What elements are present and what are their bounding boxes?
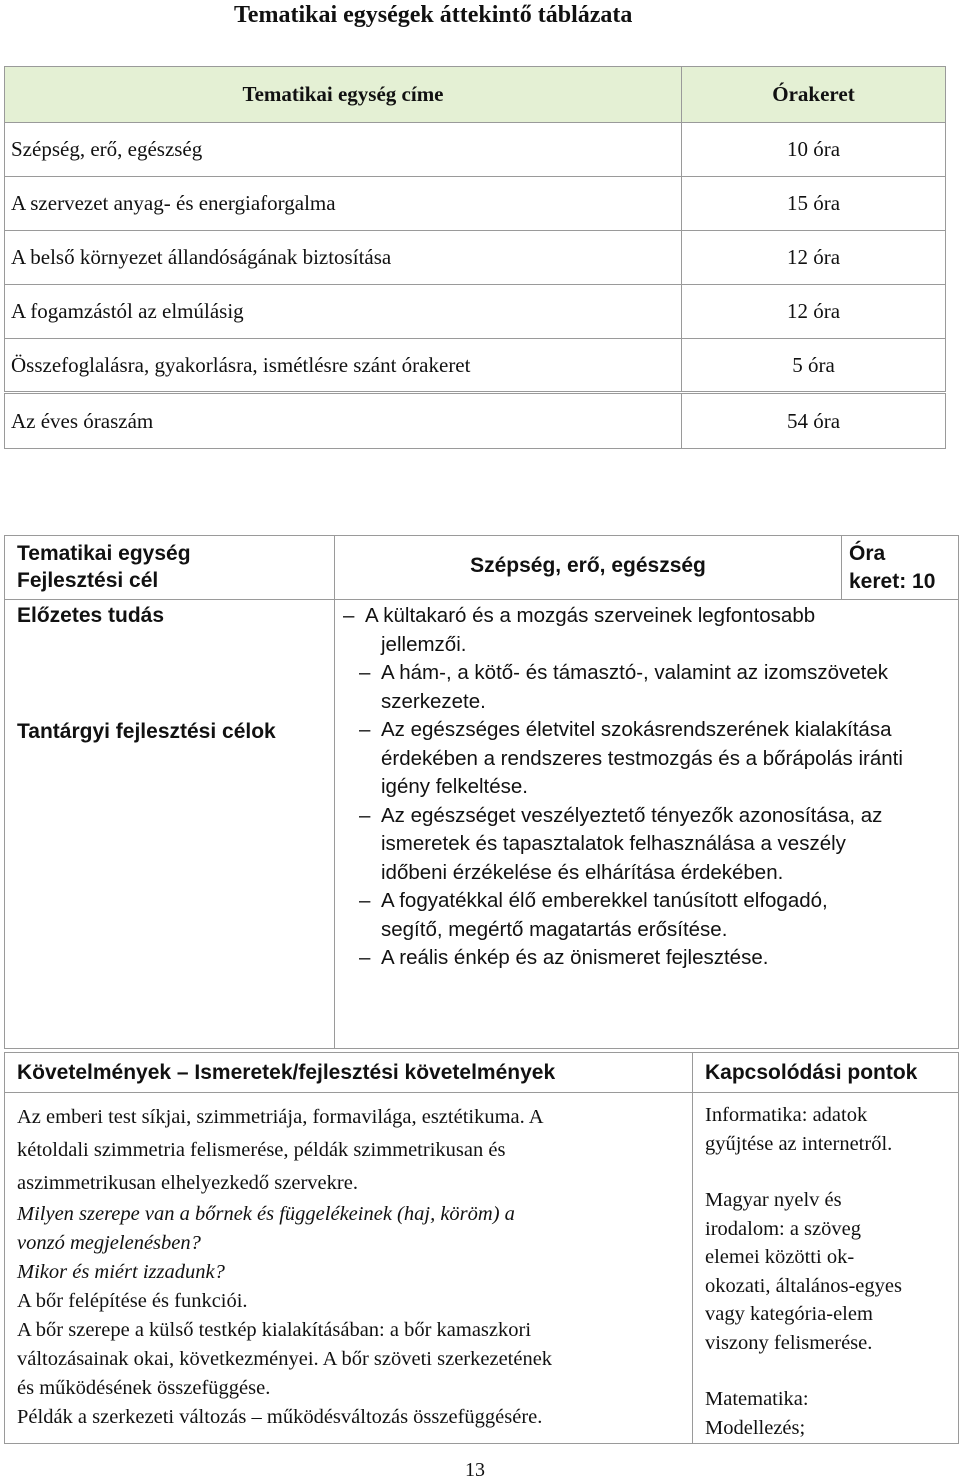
connection-line: Informatika: adatok bbox=[705, 1104, 868, 1126]
table-row bbox=[5, 177, 946, 231]
hours-divider bbox=[841, 536, 842, 599]
list-item bbox=[343, 716, 955, 802]
dash-bullet: – bbox=[359, 803, 371, 827]
unit-hours-cell: 12 óra bbox=[682, 231, 946, 285]
hour-frame bbox=[849, 540, 935, 596]
overview-table bbox=[4, 66, 946, 449]
page-number: 13 bbox=[465, 1459, 485, 1481]
row-divider bbox=[5, 1092, 958, 1093]
connection-item bbox=[705, 1101, 955, 1158]
unit-name-cell: Szépség, erő, egészség bbox=[5, 123, 682, 177]
connection-line: Matematika: bbox=[705, 1388, 809, 1410]
unit-name-cell: A belső környezet állandóságának biztosítása bbox=[5, 231, 682, 285]
overview-col-title: Tematikai egység címe bbox=[5, 67, 682, 123]
connection-line: vagy kategória-elem bbox=[705, 1303, 873, 1325]
connection-line: viszony felismerése. bbox=[705, 1331, 873, 1354]
requirement-line: kétoldali szimmetria felismerése, példák szimmetrikusan és bbox=[17, 1139, 506, 1161]
column-divider bbox=[692, 1053, 693, 1443]
total-label: Az éves óraszám bbox=[5, 393, 682, 449]
unit-name-cell: A fogamzástól az elmúlásig bbox=[5, 285, 682, 339]
goal-line: szerkezete. bbox=[381, 689, 486, 713]
connection-line: Modellezés; bbox=[705, 1416, 806, 1439]
dash-bullet: – bbox=[359, 661, 371, 684]
goal-line: érdekében a rendszeres testmozgás és a bőrápolás iránti bbox=[381, 746, 903, 770]
requirement-line: A bőr szerepe a külső testkép kialakításában: a bőr kamaszkori bbox=[17, 1319, 532, 1341]
table-row bbox=[5, 231, 946, 285]
total-hours: 54 óra bbox=[682, 393, 946, 449]
connection-line: irodalom: a szöveg bbox=[705, 1217, 861, 1240]
requirements-table bbox=[4, 1052, 959, 1444]
requirement-line: aszimmetrikusan elhelyezkedő szervekre. bbox=[17, 1172, 358, 1194]
goal-line: A reális énkép és az önismeret fejlesztése. bbox=[381, 946, 769, 969]
column-divider bbox=[334, 536, 335, 1048]
requirement-question-line: vonzó megjelenésben? bbox=[17, 1232, 201, 1254]
table-row bbox=[5, 339, 946, 393]
prior-line: jellemzői. bbox=[381, 632, 467, 656]
requirement-line: és működésének összefüggése. bbox=[17, 1377, 271, 1399]
label-prior-knowledge: Előzetes tudás bbox=[17, 604, 165, 627]
requirement-line: változásainak okai, következményei. A bőr szöveti szerkezetének bbox=[17, 1348, 553, 1370]
goal-line: segítő, megértő magatartás erősítése. bbox=[381, 917, 728, 941]
list-item bbox=[343, 802, 955, 888]
unit-title: Szépség, erő, egészség bbox=[470, 554, 706, 577]
requirement-line: A bőr felépítése és funkciói. bbox=[17, 1290, 248, 1312]
connections-header: Kapcsolódási pontok bbox=[705, 1061, 918, 1084]
requirements-header: Követelmények – Ismeretek/fejlesztési követelmények bbox=[17, 1061, 556, 1084]
connection-line: okozati, általános-egyes bbox=[705, 1274, 902, 1297]
goals-list bbox=[343, 602, 955, 973]
requirement-line: Példák a szerkezeti változás – működésváltozás összefüggésére. bbox=[17, 1406, 543, 1428]
connections-content bbox=[705, 1101, 955, 1470]
label-thematic-unit: Tematikai egység bbox=[17, 542, 191, 565]
connection-line: gyűjtése az internetről. bbox=[705, 1132, 893, 1155]
table-row bbox=[5, 285, 946, 339]
dash-bullet: – bbox=[359, 946, 371, 969]
requirement-question-line: Milyen szerepe van a bőrnek és függelékeinek (haj, köröm) a bbox=[17, 1203, 515, 1225]
unit-hours-cell: 5 óra bbox=[682, 339, 946, 393]
hour-frame-label: Óra bbox=[849, 542, 886, 565]
total-row bbox=[5, 393, 946, 449]
requirements-content bbox=[17, 1101, 687, 1432]
table-row bbox=[5, 123, 946, 177]
list-item bbox=[343, 944, 955, 973]
goal-line: Az egészséget veszélyeztető tényezők azonosítása, az bbox=[381, 803, 883, 827]
goal-line: igény felkeltése. bbox=[381, 775, 529, 798]
goal-line: időbeni érzékelése és elhárítása érdekében. bbox=[381, 860, 784, 884]
goal-line: A fogyatékkal élő emberekkel tanúsított elfogadó, bbox=[381, 889, 828, 912]
requirement-line: Az emberi test síkjai, szimmetriája, formavilága, esztétikuma. A bbox=[17, 1106, 544, 1128]
connection-line: elemei közötti ok- bbox=[705, 1246, 855, 1268]
connection-line: Magyar nyelv és bbox=[705, 1189, 842, 1211]
unit-hours-cell: 10 óra bbox=[682, 123, 946, 177]
goal-line: A hám-, a kötő- és támasztó-, valamint az izomszövetek bbox=[381, 661, 888, 684]
connection-item bbox=[705, 1385, 955, 1442]
document-title: Tematikai egységek áttekintő táblázata bbox=[234, 2, 633, 28]
overview-col-hours: Órakeret bbox=[682, 67, 946, 123]
list-item bbox=[343, 659, 955, 716]
dash-bullet: – bbox=[359, 718, 371, 741]
goal-line: ismeretek és tapasztalatok felhasználása a veszély bbox=[381, 832, 846, 855]
list-item bbox=[343, 887, 955, 944]
unit-hours-cell: 12 óra bbox=[682, 285, 946, 339]
dash-bullet: – bbox=[359, 889, 371, 912]
dash-bullet: – bbox=[343, 604, 355, 627]
goal-line: Az egészséges életvitel szokásrendszerének kialakítása bbox=[381, 718, 892, 741]
connection-item bbox=[705, 1186, 955, 1357]
unit-name-cell: A szervezet anyag- és energiaforgalma bbox=[5, 177, 682, 231]
label-dev-goal: Fejlesztési cél bbox=[17, 569, 159, 592]
overview-header-row bbox=[5, 67, 946, 123]
row-divider bbox=[5, 599, 958, 600]
requirement-question-line: Mikor és miért izzadunk? bbox=[17, 1261, 225, 1283]
hour-frame-value: keret: 10 bbox=[849, 570, 936, 593]
prior-line: A kültakaró és a mozgás szerveinek legfontosabb bbox=[365, 604, 816, 627]
unit-hours-cell: 15 óra bbox=[682, 177, 946, 231]
label-subject-goals: Tantárgyi fejlesztési célok bbox=[17, 720, 276, 743]
list-item bbox=[343, 602, 955, 659]
unit-name-cell: Összefoglalásra, gyakorlásra, ismétlésre szánt órakeret bbox=[5, 339, 682, 393]
unit-block bbox=[4, 535, 959, 1049]
